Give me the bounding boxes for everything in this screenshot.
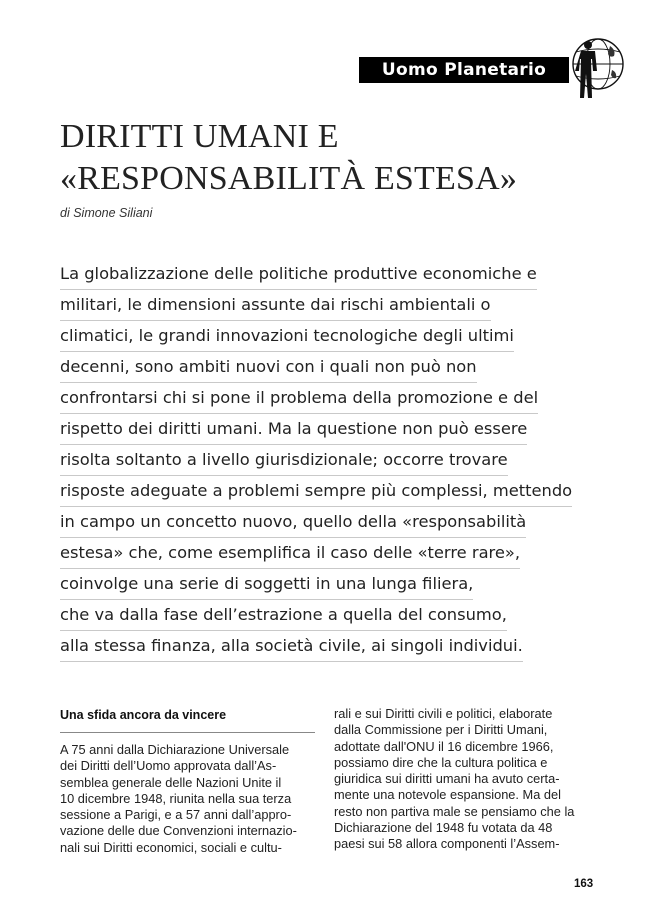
- lead-line: risposte adeguate a problemi sempre più complessi, mettendo: [60, 475, 580, 506]
- body-line: resto non partiva male se pensiamo che la: [334, 803, 575, 819]
- byline: di Simone Siliani: [60, 206, 153, 220]
- body-line: Dichiarazione del 1948 fu votata da 48: [334, 820, 553, 836]
- body-line: nali sui Diritti economici, sociali e cultu-: [60, 839, 282, 855]
- body-line: dei Diritti dell’Uomo approvata dall’As-: [60, 758, 277, 774]
- body-line: giuridica sui diritti umani ha avuto certa-: [334, 771, 560, 787]
- lead-line: alla stessa finanza, alla società civile, ai singoli individui.: [60, 630, 580, 661]
- lead-line: estesa» che, come esemplifica il caso delle «terre rare»,: [60, 537, 580, 568]
- title-line-1: DIRITTI UMANI E: [60, 118, 339, 155]
- section-banner: [359, 57, 569, 83]
- globe-figure-icon: [566, 36, 626, 100]
- title-line-2: «RESPONSABILITÀ ESTESA»: [60, 160, 518, 197]
- body-column-right: [334, 706, 591, 853]
- body-line: vazione delle due Convenzioni internazio-: [60, 823, 297, 839]
- lead-line: militari, le dimensioni assunte dai rischi ambientali o: [60, 289, 580, 320]
- body-line: adottate dall'ONU il 16 dicembre 1966,: [334, 738, 554, 754]
- body-line: possiamo dire che la cultura politica e: [334, 754, 548, 770]
- body-line: dalla Commissione per i Diritti Umani,: [334, 722, 548, 738]
- body-line: mente una notevole espansione. Ma del: [334, 787, 561, 803]
- lead-line: che va dalla fase dell’estrazione a quella del consumo,: [60, 599, 580, 630]
- section-label: Uomo Planetario: [381, 60, 547, 80]
- lead-line: rispetto dei diritti umani. Ma la questione non può essere: [60, 413, 580, 444]
- section-subheading: Una sfida ancora da vincere: [60, 708, 315, 733]
- lead-line: decenni, sono ambiti nuovi con i quali non può non: [60, 351, 580, 382]
- body-line: rali e sui Diritti civili e politici, elaborate: [334, 706, 553, 721]
- article-title: [60, 116, 600, 200]
- lead-line: climatici, le grandi innovazioni tecnologiche degli ultimi: [60, 320, 580, 351]
- lead-line: in campo un concetto nuovo, quello della «responsabilità: [60, 506, 580, 537]
- body-line: A 75 anni dalla Dichiarazione Universale: [60, 742, 290, 757]
- body-line: paesi sui 58 allora componenti l’Assem-: [334, 836, 560, 852]
- body-line: 10 dicembre 1948, riunita nella sua terza: [60, 790, 292, 806]
- body-line: sessione a Parigi, e a 57 anni dall’appro-: [60, 807, 292, 823]
- page-number: 163: [574, 878, 594, 890]
- lead-paragraph: [60, 258, 580, 661]
- lead-line: coinvolge una serie di soggetti in una lunga filiera,: [60, 568, 580, 599]
- lead-line: risolta soltanto a livello giurisdizionale; occorre trovare: [60, 444, 580, 475]
- lead-line: confrontarsi chi si pone il problema della promozione e del: [60, 382, 580, 413]
- body-column-left: [60, 742, 317, 856]
- body-line: semblea generale delle Nazioni Unite il: [60, 774, 282, 790]
- lead-line: La globalizzazione delle politiche produttive economiche e: [60, 258, 580, 289]
